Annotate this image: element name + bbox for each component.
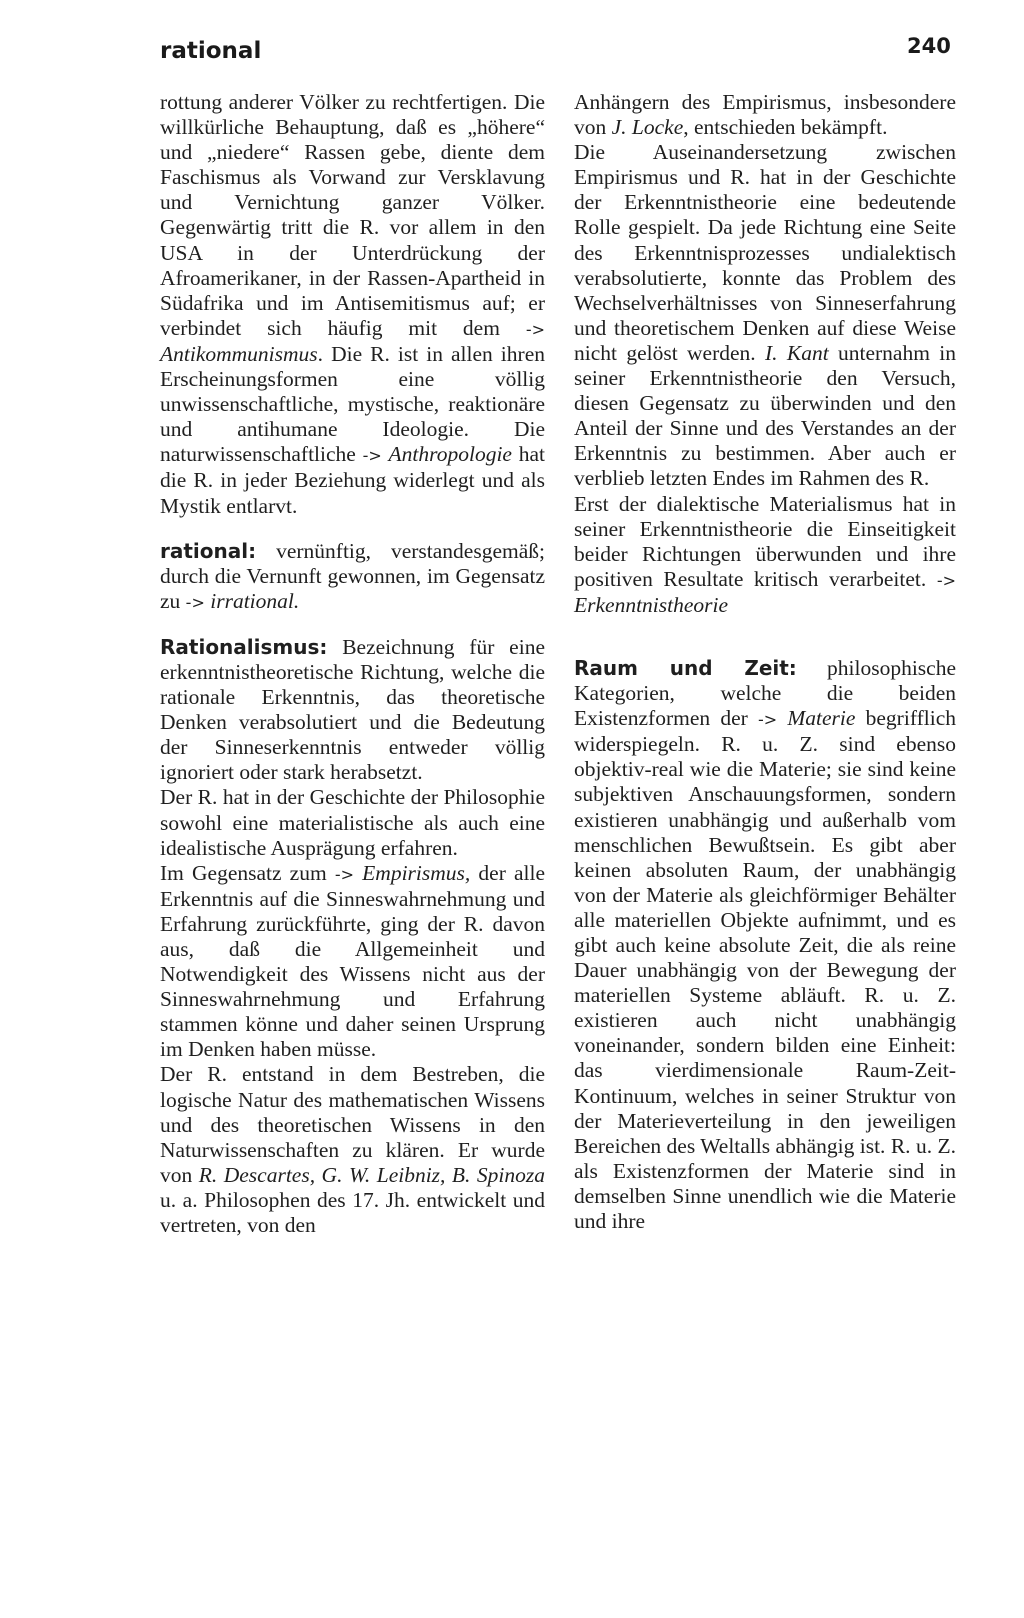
cross-reference-materie: Materie [787, 706, 856, 731]
cross-reference-empirismus: Empirismus, [362, 860, 471, 885]
entry-rational [160, 539, 545, 615]
left-column [160, 90, 545, 1238]
cross-reference-antikommunismus: Antikommunismus [160, 341, 318, 366]
lemma-raum-und-zeit: Raum und Zeit: [574, 655, 797, 680]
entry-raum-und-zeit [574, 656, 956, 1234]
text-run: Der R. hat in der Geschichte der Philosophie sowohl eine materialistische als auch eine idealistische Ausprägung erfahren. [160, 785, 545, 860]
cross-reference-arrow-icon: -> [936, 570, 956, 590]
philosopher-name: J. Locke [611, 115, 684, 140]
text-run: Anhängern des Empirismus, insbesondere von [574, 90, 956, 140]
cross-reference-arrow-icon: -> [334, 864, 355, 884]
right-column [574, 90, 956, 1234]
entry-rationalismus-p3 [160, 861, 545, 1063]
cross-reference-arrow-icon: -> [757, 710, 778, 730]
rationalismus-continuation-p2 [574, 140, 956, 491]
lemma-rational: rational: [160, 538, 257, 563]
text-run: philosophische Kategorien, welche die beiden Existenzformen der [574, 655, 956, 731]
rationalismus-continuation-p3 [574, 492, 956, 618]
cross-reference-arrow-icon: -> [525, 319, 545, 339]
text-run: Im Gegensatz zum [160, 860, 327, 885]
text-run: Die Auseinandersetzung zwischen Empirismus und R. hat in der Geschichte der Erkenntnistheorie eine bedeutende Rolle gespielt. Da jede Richtung eine Seite des Erkenntnisprozesses undialektisch verabsolutierte, konnte das Problem des Wechselverhältnisses von Sinneserfahrung und theoretischem Denken auf diese Weise nicht gelöst werden. [574, 140, 956, 365]
text-run: vernünftig, verstandesgemäß; durch die Vernunft gewonnen, im Gegensatz zu [160, 538, 546, 613]
text-run: , entschieden bekämpft. [683, 115, 888, 140]
entry-rationalismus-p1 [160, 635, 545, 786]
cross-reference-arrow-icon: -> [185, 592, 205, 612]
philosopher-name: I. Kant [764, 340, 829, 365]
text-run: unternahm in seiner Erkenntnistheorie den Versuch, diesen Gegensatz zu überwinden und den Anteil der Sinne und des Verstandes an der Erkenntnis zu bestimmen. Aber auch er verblieb letzten Endes im Rahmen des R. [574, 340, 956, 491]
text-run: begrifflich widerspiegeln. R. u. Z. sind ebenso objektiv-real wie die Materie; sie sind keine subjektiven Anschauungsformen, sondern existieren unabhängig und außerhalb vom menschlichen Bewußtsein. Es gibt aber keinen absoluten Raum, der unabhängig von der Materie als gleichförmiger Behälter alle materiellen Objekte aufnimmt, und es gibt auch keine absolute Zeit, die als reine Dauer unabhängig von der Bewegung der materiellen Systeme abläuft. R. u. Z. existieren auch nicht unabhängig voneinander, sondern bilden eine Einheit: das vierdimensionale Raum-Zeit-Kontinuum, welches in seiner Struktur von der Materieverteilung in den jeweiligen Bereichen des Weltalls abhängig ist. R. u. Z. als Existenzformen der Materie sind in demselben Sinne unendlich wie die Materie und ihre [574, 706, 956, 1234]
cross-reference-erkenntnistheorie: Erkenntnistheorie [574, 592, 729, 617]
text-run: der alle Erkenntnis auf die Sinneswahrnehmung und Erfahrung zurückführte, ging der R. davon aus, daß die Allgemeinheit und Notwendigkeit des Wissens nicht aus der Sinneswahrnehmung und Erfahrung stammen könne und daher seinen Ursprung im Denken haben müsse. [160, 860, 546, 1062]
text-run: . Die R. ist in allen ihren Erscheinungsformen eine völlig unwissenschaftliche, mystische, reaktionäre und antihumane Ideologie. Die naturwissenschaftliche [160, 341, 545, 467]
entry-rationalismus-p2 [160, 785, 545, 860]
text-run: Bezeichnung für eine erkenntnistheoretische Richtung, welche die rationale Erkenntnis, das theoretische Denken verabsolutiert und die Bedeutung der Sinneserkenntnis entweder völlig ignoriert oder stark herabsetzt. [160, 634, 545, 785]
running-head: rational [160, 38, 262, 64]
cross-reference-anthropologie: Anthropologie [388, 442, 512, 467]
text-run: u. a. Philosophen des 17. Jh. entwickelt und vertreten, von den [160, 1187, 545, 1238]
text-run: rottung anderer Völker zu rechtfertigen. Die willkürliche Behauptung, daß es „höhere“ und „niedere“ Rassen gebe, diente dem Faschismus als Vorwand zur Versklavung und Vernichtung ganzer Völker. Gegenwärtig tritt die R. vor allem in den USA in der Unterdrückung der Afroamerikaner, in der Rassen-Apartheid in Südafrika und im Antisemitismus auf; er verbindet sich häufig mit dem [160, 90, 545, 340]
entry-rationalismus-p4 [160, 1062, 545, 1238]
philosopher-names: R. Descartes, G. W. Leibniz, B. Spinoza [198, 1162, 545, 1187]
text-run: Der R. entstand in dem Bestreben, die logische Natur des mathematischen Wissens und des theoretischen Wissens in den Naturwissenschaften zu klären. Er wurde von [160, 1062, 545, 1187]
lemma-rationalismus: Rationalismus: [160, 634, 328, 659]
cross-reference-arrow-icon: -> [362, 446, 382, 466]
rationalismus-continuation-p1 [574, 90, 956, 140]
page-number: 240 [907, 34, 951, 58]
entry-continuation-paragraph [160, 90, 545, 519]
text-run: hat die R. in jeder Beziehung widerlegt und als Mystik entlarvt. [160, 442, 546, 518]
text-run: Erst der dialektische Materialismus hat in seiner Erkenntnistheorie die Einseitigkeit beider Richtungen überwunden und ihre positiven Resultate kritisch verarbeitet. [574, 491, 956, 591]
cross-reference-irrational: irrational. [210, 588, 300, 613]
